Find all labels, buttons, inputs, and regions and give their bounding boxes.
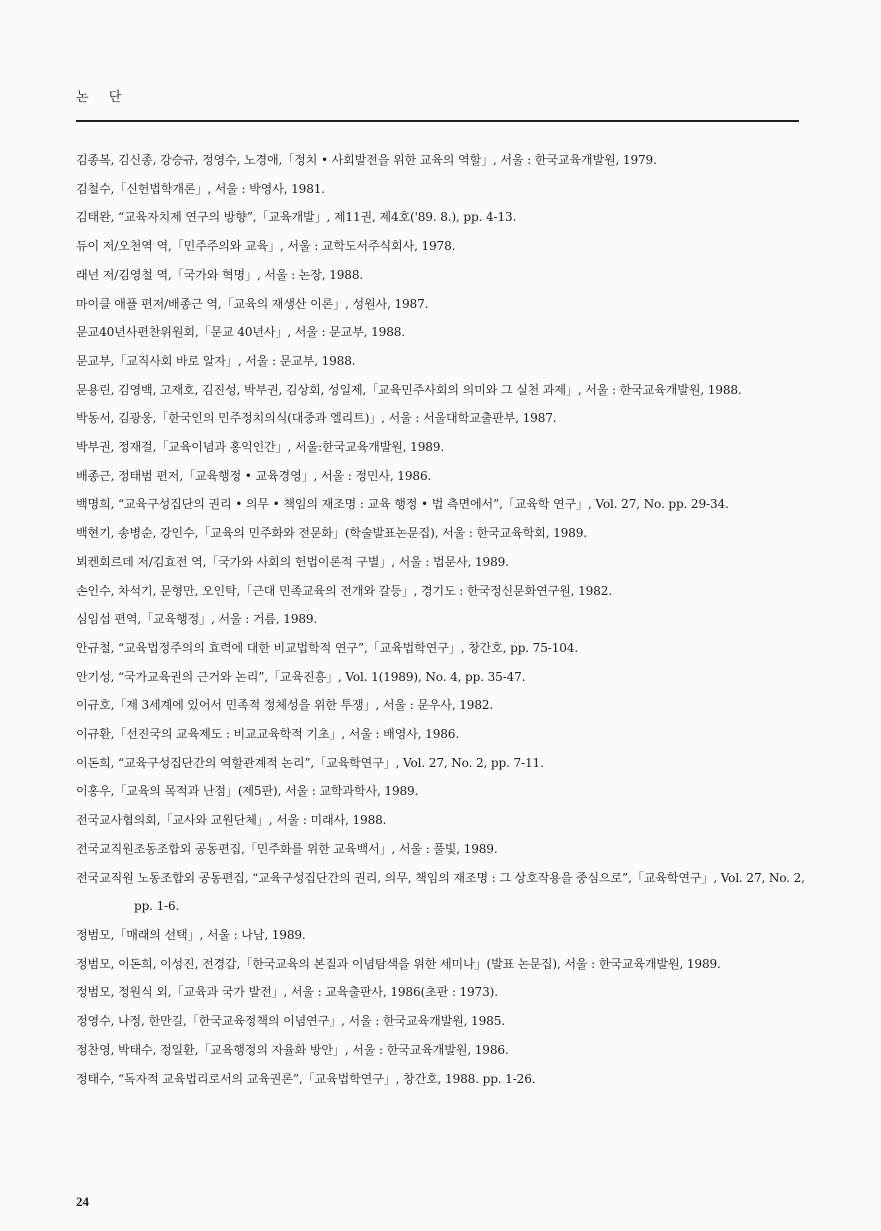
reference-item: 심임섭 편역,「교육행정」, 서울 : 거름, 1989. (76, 612, 318, 627)
reference-item: 손인수, 차석기, 문형만, 오인탁,「근대 민족교육의 전개와 갈등」, 경기도 : 한국정신문화연구원, 1982. (76, 583, 612, 598)
section-title: 논 단 (76, 90, 130, 105)
reference-item: 정범모, 이돈희, 이성진, 전경갑,「한국교육의 본질과 이념탐색을 위한 세미나」(발표 논문집), 서울 : 한국교육개발원, 1989. (76, 956, 721, 971)
reference-item: 이홍우,「교육의 목적과 난점」(제5판), 서울 : 교학과학사, 1989. (76, 784, 419, 799)
reference-item: 정영수, 나정, 한만길,「한국교육정책의 이념연구」, 서울 : 한국교육개발원, 1985. (76, 1014, 505, 1029)
reference-item: 이규환,「선진국의 교육제도 : 비교교육학적 기초」, 서울 : 배영사, 1986. (76, 727, 460, 742)
reference-item: 문교40년사편찬위원회,「문교 40년사」, 서울 : 문교부, 1988. (76, 325, 406, 340)
reference-item: 이규호,「제 3세계에 있어서 민족적 정체성을 위한 투쟁」, 서울 : 문우사, 1982. (76, 698, 494, 713)
reference-item: 김종복, 김신종, 강승규, 정영수, 노경애,「정치 • 사회발전을 위한 교육의 역할」, 서울 : 한국교육개발원, 1979. (76, 153, 657, 167)
reference-item: 백명희, “교육구성집단의 권리 • 의무 • 책임의 재조명 : 교육 행정 • 법 측면에서”,「교육학 연구」, Vol. 27, No. pp. 29-34. (76, 497, 729, 512)
reference-item: 박부권, 정재걸,「교육이념과 홍익인간」, 서울:한국교육개발원, 1989. (76, 440, 445, 455)
reference-item: 전국교직원조동조합외 공동편집,「민주화를 위한 교육백서」, 서울 : 풀빛, 1989. (76, 841, 498, 856)
reference-item: 문교부,「교직사회 바로 알자」, 서울 : 문교부, 1988. (76, 353, 356, 368)
reference-item: 래넌 저/김영철 역,「국가와 혁명」, 서울 : 논장, 1988. (76, 267, 364, 282)
reference-item: 안기성, “국가교육권의 근거와 논리”,「교육진흥」, Vol. 1(1989), No. 4, pp. 35-47. (76, 669, 526, 684)
reference-list (76, 146, 806, 1093)
reference-item: 전국교사협의회,「교사와 교원단체」, 서울 : 미래사, 1988. (76, 813, 387, 828)
page-header (76, 86, 799, 122)
reference-item: 이돈희, “교육구성집단간의 역할관계적 논리”,「교육학연구」, Vol. 27, No. 2, pp. 7-11. (76, 755, 544, 770)
reference-item: 김철수,「신헌법학개론」, 서울 : 박영사, 1981. (76, 181, 326, 196)
reference-item: 듀이 저/오천역 역,「민주주의와 교육」, 서울 : 교학도서주식회사, 1978. (76, 239, 456, 254)
reference-item: 마이클 애플 편저/배종근 역,「교육의 재생산 이론」, 성원사, 1987. (76, 296, 429, 311)
reference-item: 배종근, 정태범 편저,「교육행정 • 교육경영」, 서울 : 정민사, 1986. (76, 468, 432, 483)
reference-item: 정태수, “독자적 교육법리로서의 교육권론”,「교육법학연구」, 창간호, 1988. pp. 1-26. (76, 1071, 536, 1086)
reference-item: 정범모,「매래의 선택」, 서울 : 나남, 1989. (76, 927, 306, 942)
reference-item: 뵈켄회르데 저/김효전 역,「국가와 사회의 헌법이론적 구별」, 서울 : 법문사, 1989. (76, 554, 509, 569)
reference-item: 정범모, 정원식 외,「교육과 국가 발전」, 서울 : 교육출판사, 1986(초판 : 1973). (76, 985, 498, 1000)
reference-item: 정찬영, 박태수, 정일환,「교육행정의 자율화 방안」, 서울 : 한국교육개발원, 1986. (76, 1042, 509, 1057)
reference-item: 백현기, 송병순, 강인수,「교육의 민주화와 전문화」(학술발표논문집), 서울 : 한국교육학회, 1989. (76, 526, 587, 541)
reference-item: 박동서, 김광웅,「한국인의 민주정치의식(대중과 엘리트)」, 서울 : 서울대학교출판부, 1987. (76, 411, 557, 426)
reference-item: 김태완, “교육자치제 연구의 방향”,「교육개발」, 제11권, 제4호('89. 8.), pp. 4-13. (76, 210, 517, 225)
reference-item: 전국교직원 노동조합외 공동편집, “교육구성집단간의 권리, 의무, 책임의 재조명 : 그 상호작용을 중심으로”,「교육학연구」, Vol. 27, No. 2, pp. 1-6. (76, 870, 805, 914)
reference-item: 문용린, 김영백, 고재호, 김진성, 박부권, 김상회, 성일제,「교육민주사회의 의미와 그 실천 과제」, 서울 : 한국교육개발원, 1988. (76, 382, 742, 397)
page-number: 24 (76, 1194, 89, 1209)
reference-item: 안규철, “교육법정주의의 효력에 대한 비교법학적 연구”,「교육법학연구」, 창간호, pp. 75-104. (76, 640, 579, 655)
